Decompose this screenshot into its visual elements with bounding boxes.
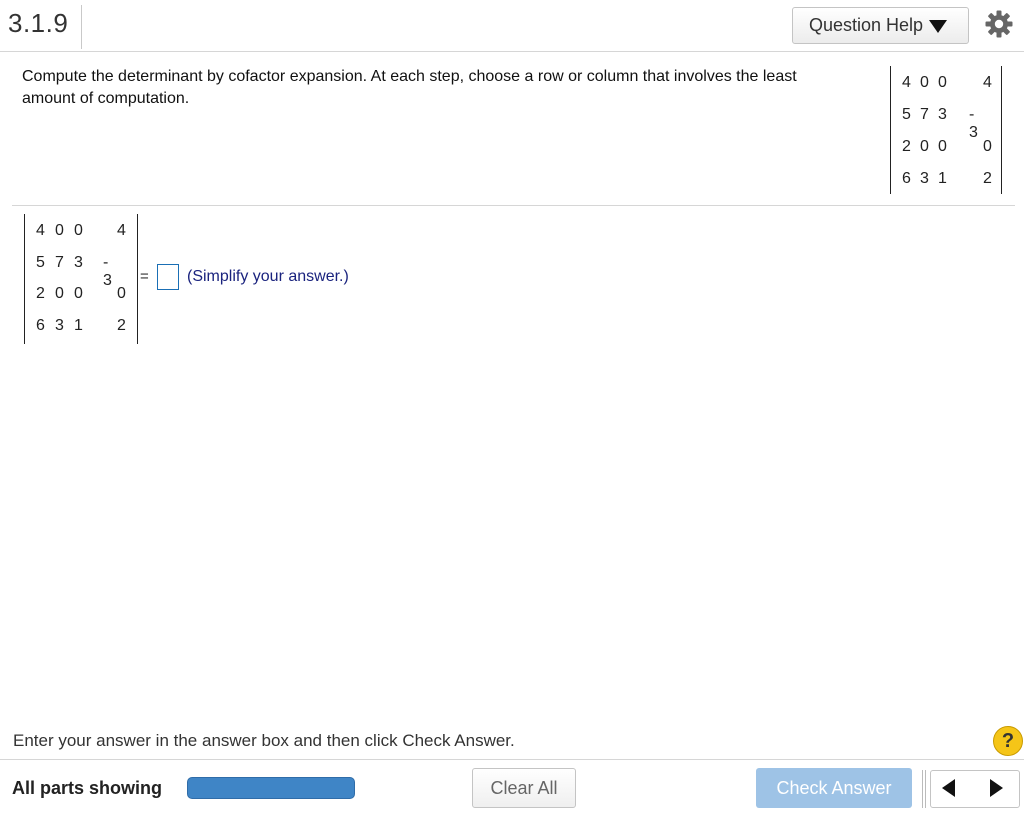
question-matrix (890, 66, 1002, 194)
matrix-cell: - 3 (969, 106, 978, 141)
matrix-cell: 0 (920, 138, 929, 155)
matrix-cell: 7 (920, 106, 929, 123)
header-divider (81, 5, 82, 49)
matrix-cell: 5 (902, 106, 911, 123)
matrix-cell: 0 (920, 74, 929, 91)
instruction-text: Enter your answer in the answer box and then click Check Answer. (13, 731, 515, 750)
matrix-cell: 1 (938, 170, 947, 187)
matrix-cell: - 3 (103, 254, 112, 289)
next-arrow-icon[interactable] (990, 779, 1003, 797)
clear-all-button[interactable]: Clear All (472, 768, 576, 808)
question-help-button[interactable] (792, 7, 969, 44)
matrix-cell: 3 (938, 106, 947, 123)
matrix-cell: 4 (902, 74, 911, 91)
simplify-hint: (Simplify your answer.) (187, 268, 349, 285)
matrix-cell: 2 (983, 170, 992, 187)
section-divider (12, 205, 1015, 206)
previous-arrow-icon[interactable] (942, 779, 955, 797)
progress-bar (187, 777, 355, 799)
help-icon[interactable]: ? (993, 726, 1023, 756)
parts-status: All parts showing (12, 778, 163, 798)
matrix-cell: 3 (920, 170, 929, 187)
matrix-cell: 0 (938, 74, 947, 91)
matrix-cell: 4 (983, 74, 992, 91)
matrix-cell: 0 (74, 285, 83, 302)
matrix-cell: 3 (55, 317, 64, 334)
matrix-cell: 4 (117, 222, 126, 239)
answer-matrix (24, 214, 138, 344)
matrix-cell: 2 (36, 285, 45, 302)
question-text: Compute the determinant by cofactor expansion. At each step, choose a row or column that involves the least amount of computation. (22, 68, 797, 107)
matrix-cell: 5 (36, 254, 45, 271)
equals-sign: = (140, 268, 149, 285)
matrix-cell: 2 (902, 138, 911, 155)
matrix-cell: 7 (55, 254, 64, 271)
matrix-cell: 2 (117, 317, 126, 334)
matrix-cell: 4 (36, 222, 45, 239)
question-header (0, 0, 1024, 52)
matrix-cell: 0 (117, 285, 126, 302)
nav-separator (922, 770, 926, 808)
matrix-cell: 1 (74, 317, 83, 334)
matrix-cell: 0 (55, 222, 64, 239)
dropdown-triangle-icon (929, 20, 947, 33)
matrix-cell: 0 (983, 138, 992, 155)
question-number: 3.1.9 (8, 8, 69, 38)
matrix-cell: 0 (938, 138, 947, 155)
answer-input[interactable] (157, 264, 179, 290)
matrix-cell: 3 (74, 254, 83, 271)
matrix-cell: 6 (36, 317, 45, 334)
matrix-cell: 6 (902, 170, 911, 187)
gear-icon[interactable] (984, 9, 1014, 39)
matrix-cell: 0 (55, 285, 64, 302)
footer-divider (0, 759, 1024, 760)
check-answer-button[interactable]: Check Answer (756, 768, 912, 808)
question-help-label: Question Help (809, 15, 924, 35)
matrix-cell: 0 (74, 222, 83, 239)
